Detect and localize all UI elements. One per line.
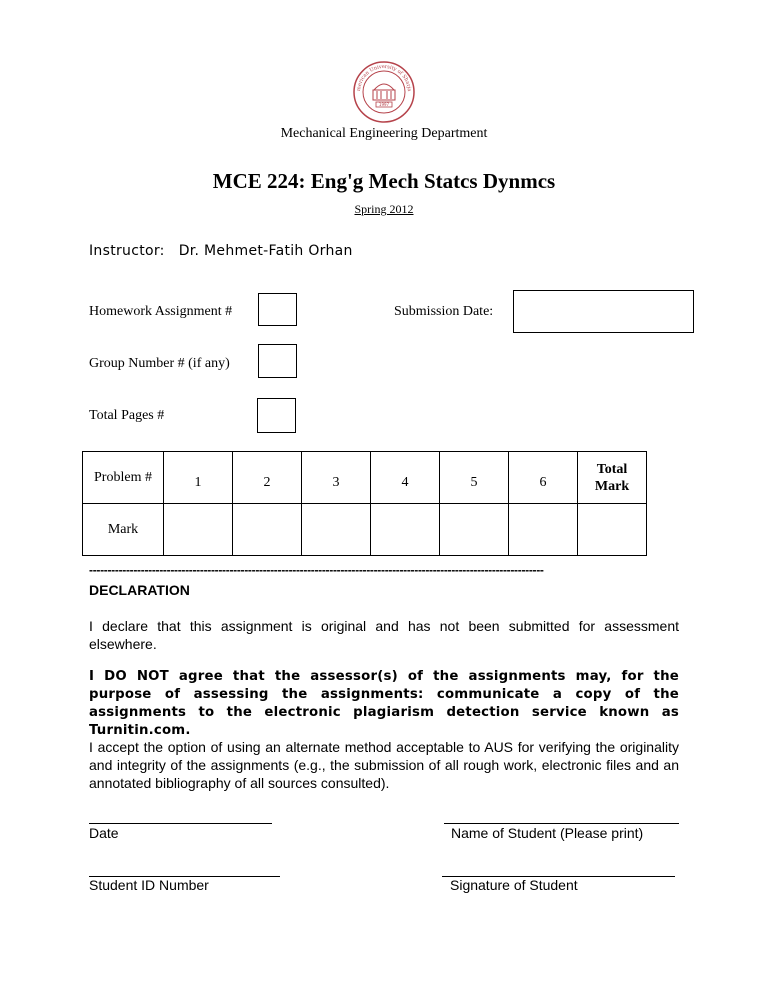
problem-number: 1 <box>164 452 233 504</box>
mark-cell[interactable] <box>371 504 440 556</box>
student-name-line <box>444 823 679 824</box>
university-seal <box>352 60 416 124</box>
department-name: Mechanical Engineering Department <box>280 126 488 141</box>
group-number-box[interactable] <box>258 344 297 378</box>
mark-cell[interactable] <box>233 504 302 556</box>
instructor-name: Dr. Mehmet-Fatih Orhan <box>178 243 353 259</box>
declaration-paragraph-1: I declare that this assignment is original and has not been submitted for assessment elsewhere. <box>89 618 679 652</box>
group-number-label: Group Number # (if any) <box>89 356 230 371</box>
problem-number: 5 <box>440 452 509 504</box>
student-name-label: Name of Student (Please print) <box>451 825 644 841</box>
homework-label: Homework Assignment # <box>89 304 233 319</box>
submission-date-label: Submission Date: <box>394 304 494 319</box>
declaration-heading: DECLARATION <box>89 582 190 598</box>
student-id-label: Student ID Number <box>89 877 209 893</box>
total-mark-line1: Total <box>596 461 628 477</box>
course-title: MCE 224: Eng'g Mech Statcs Dynmcs <box>212 169 556 193</box>
homework-number-box[interactable] <box>258 293 297 326</box>
total-mark-line2: Mark <box>594 478 630 494</box>
separator-line: --------------------------------------------------------------------------------------------------------------------------- <box>89 563 544 577</box>
date-label: Date <box>89 825 119 841</box>
submission-date-box[interactable] <box>513 290 694 333</box>
problem-header: Problem # <box>83 452 164 504</box>
mark-cell[interactable] <box>164 504 233 556</box>
problem-number: 3 <box>302 452 371 504</box>
seal-year: 1997 <box>378 102 390 107</box>
mark-cell[interactable] <box>440 504 509 556</box>
mark-cell[interactable] <box>509 504 578 556</box>
problem-row <box>83 452 647 504</box>
declaration-paragraph-2: I DO NOT agree that the assessor(s) of the assignments may, for the purpose of assessing the assignments: communicate a copy of the assignments to the electronic plagiarism detection service known as Turnitin.com. <box>89 669 679 738</box>
term: Spring 2012 <box>354 202 414 216</box>
problem-number: 2 <box>233 452 302 504</box>
svg-text:American University of Sharjah <box>352 60 412 92</box>
problem-number: 6 <box>509 452 578 504</box>
total-pages-box[interactable] <box>257 398 296 433</box>
marks-table <box>82 451 647 556</box>
instructor-label: Instructor: <box>89 243 165 259</box>
declaration-paragraph-3: I accept the option of using an alternate method acceptable to AUS for verifying the originality and integrity of the assignments (e.g., the submission of all rough work, electronic files and an annotated bibliography of all sources consulted). <box>89 739 679 791</box>
total-pages-label: Total Pages # <box>89 408 165 423</box>
instructor-line <box>89 243 353 259</box>
mark-cell[interactable] <box>302 504 371 556</box>
mark-row <box>83 504 647 556</box>
signature-label: Signature of Student <box>450 877 578 893</box>
seal-text: merican University of Sharja <box>355 63 413 92</box>
date-line <box>89 823 272 824</box>
problem-number: 4 <box>371 452 440 504</box>
mark-label: Mark <box>83 504 164 556</box>
total-mark-cell[interactable] <box>578 504 647 556</box>
total-mark-header <box>578 452 647 504</box>
